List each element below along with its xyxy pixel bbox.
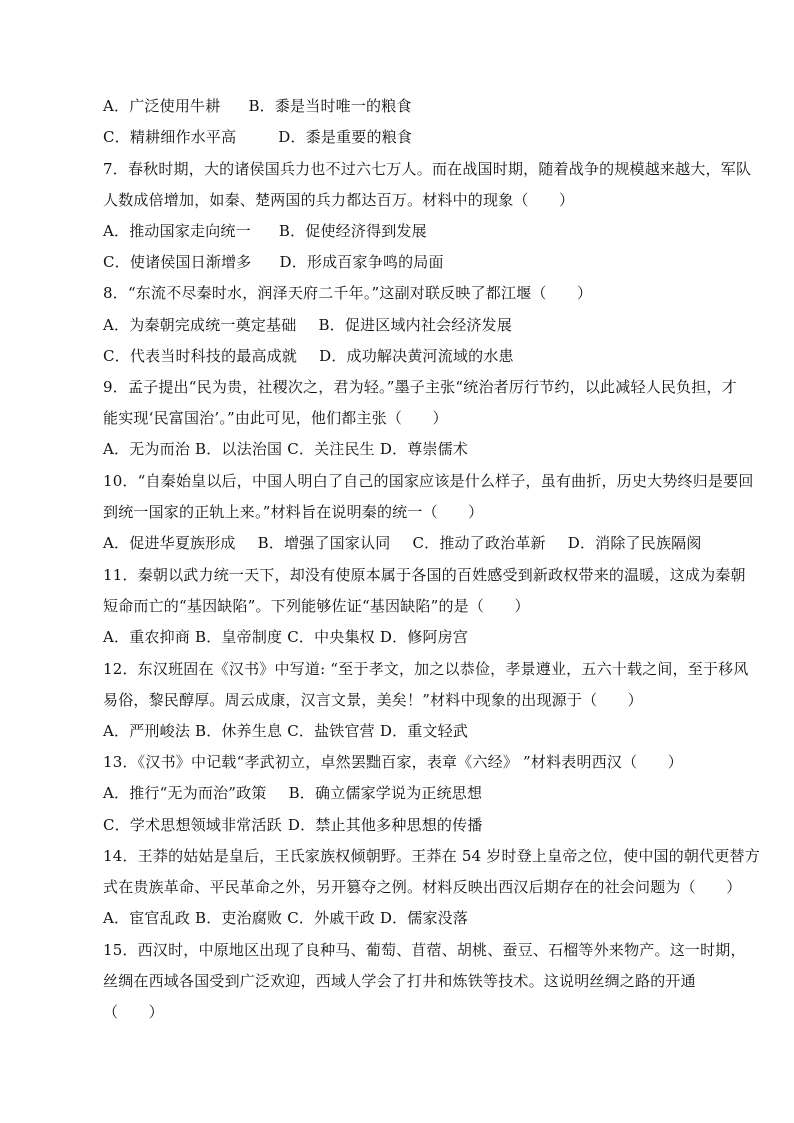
q11-options: A．重农抑商 B．皇帝制度 C．中央集权 D．修阿房宫 (103, 628, 469, 646)
q6-option-a: A．广泛使用牛耕 (103, 97, 221, 115)
q10-options (103, 533, 703, 553)
q12-stem-line1: 12．东汉班固在《汉书》中写道: “至于孝文，加之以恭俭，孝景遵业，五六十载之间，至于移风 (103, 660, 749, 678)
q15-stem-line2: 丝绸在西域各国受到广泛欢迎，西域人学会了打井和炼铁等技术。这说明丝绸之路的开通 (103, 972, 696, 990)
q7-option-d: D．形成百家争鸣的局面 (279, 253, 444, 271)
q10-stem-line1: 10．“自秦始皇以后，中国人明白了自己的国家应该是什么样子，虽有曲折，历史大势终归是要回 (103, 472, 754, 490)
q13-option-c: C．学术思想领域非常活跃 (103, 816, 282, 834)
q12-options: A．严刑峻法 B．休养生息 C．盐铁官营 D．重文轻武 (103, 722, 469, 740)
q7-option-c: C．使诸侯国日渐增多 (103, 253, 252, 271)
q13-stem-line1: 13．《汉书》中记载“孝武初立，卓然罢黜百家，表章《六经》 ”材料表明西汉（ ） (103, 753, 683, 771)
q10-option-a: A．促进华夏族形成 (103, 534, 236, 552)
q9-stem-line1: 9．孟子提出“民为贵，社稷次之，君为轻。”墨子主张“统治者厉行节约，以此减轻人民负担，才 (103, 378, 737, 396)
q6-options-row1 (103, 96, 703, 116)
q7-option-b: B．促使经济得到发展 (278, 222, 427, 240)
q7-options-row2 (103, 252, 703, 272)
q13-options-row1 (103, 783, 703, 803)
q7-options-row1 (103, 221, 703, 241)
q8-option-d: D．成功解决黄河流域的水患 (319, 347, 514, 365)
q11-stem-line1: 11．秦朝以武力统一天下，却没有使原本属于各国的百姓感受到新政权带来的温暖，这成为秦朝 (103, 566, 746, 584)
q13-option-a: A．推行“无为而治”政策 (103, 784, 267, 802)
q8-options-row2 (103, 346, 703, 366)
q8-stem-line1: 8．“东流不尽秦时水，润泽天府二千年。”这副对联反映了都江堰（ ） (103, 284, 593, 302)
q13-option-b: B．确立儒家学说为正统思想 (288, 784, 483, 802)
q6-option-d: D．黍是重要的粮食 (278, 128, 413, 146)
q8-option-a: A．为秦朝完成统一奠定基础 (103, 316, 297, 334)
q15-stem-line1: 15．西汉时，中原地区出现了良种马、葡萄、苜蓿、胡桃、蚕豆、石榴等外来物产。这一时期， (103, 941, 746, 959)
q9-options: A．无为而治 B．以法治国 C．关注民生 D．尊崇儒术 (103, 440, 469, 458)
q8-options-row1 (103, 315, 703, 335)
q15-stem-line3: （ ） (103, 1003, 164, 1021)
q12-stem-line2: 易俗，黎民醇厚。周云成康，汉言文景，美矣！”材料中现象的出现源于（ ） (103, 691, 643, 709)
q7-stem-line1: 7．春秋时期，大的诸侯国兵力也不过六七万人。而在战国时期，随着战争的规模越来越大，军队 (103, 160, 752, 178)
q14-stem-line2: 式在贵族革命、平民革命之外，另开篡夺之例。材料反映出西汉后期存在的社会问题为（ ） (103, 878, 742, 896)
q14-options: A．宦官乱政 B．吏治腐败 C．外戚干政 D．儒家没落 (103, 909, 469, 927)
q10-option-c: C．推动了政治革新 (412, 534, 546, 552)
q8-option-b: B．促进区域内社会经济发展 (318, 316, 513, 334)
q6-option-b: B．黍是当时唯一的粮食 (248, 97, 412, 115)
q6-options-row2 (103, 127, 703, 147)
q10-option-b: B．增强了国家认同 (257, 534, 391, 552)
q11-stem-line2: 短命而亡的“基因缺陷”。下列能够佐证“基因缺陷”的是（ ） (103, 597, 530, 615)
q13-option-d: D．禁止其他多种思想的传播 (287, 816, 483, 834)
q7-stem-line2: 人数成倍增加，如秦、楚两国的兵力都达百万。材料中的现象（ ） (103, 191, 575, 209)
q8-option-c: C．代表当时科技的最高成就 (103, 347, 298, 365)
q10-stem-line2: 到统一国家的正轨上来。”材料旨在说明秦的统一（ ） (103, 503, 484, 521)
q9-stem-line2: 能实现‘民富国治’。”由此可见，他们都主张（ ） (103, 409, 448, 427)
q13-options-row2 (103, 815, 703, 835)
q10-option-d: D．消除了民族隔阂 (567, 534, 702, 552)
q6-option-c: C．精耕细作水平高 (103, 128, 237, 146)
q14-stem-line1: 14．王莽的姑姑是皇后，王氏家族权倾朝野。王莽在 54 岁时登上皇帝之位，使中国的朝代更替方 (103, 847, 760, 865)
q7-option-a: A．推动国家走向统一 (103, 222, 251, 240)
